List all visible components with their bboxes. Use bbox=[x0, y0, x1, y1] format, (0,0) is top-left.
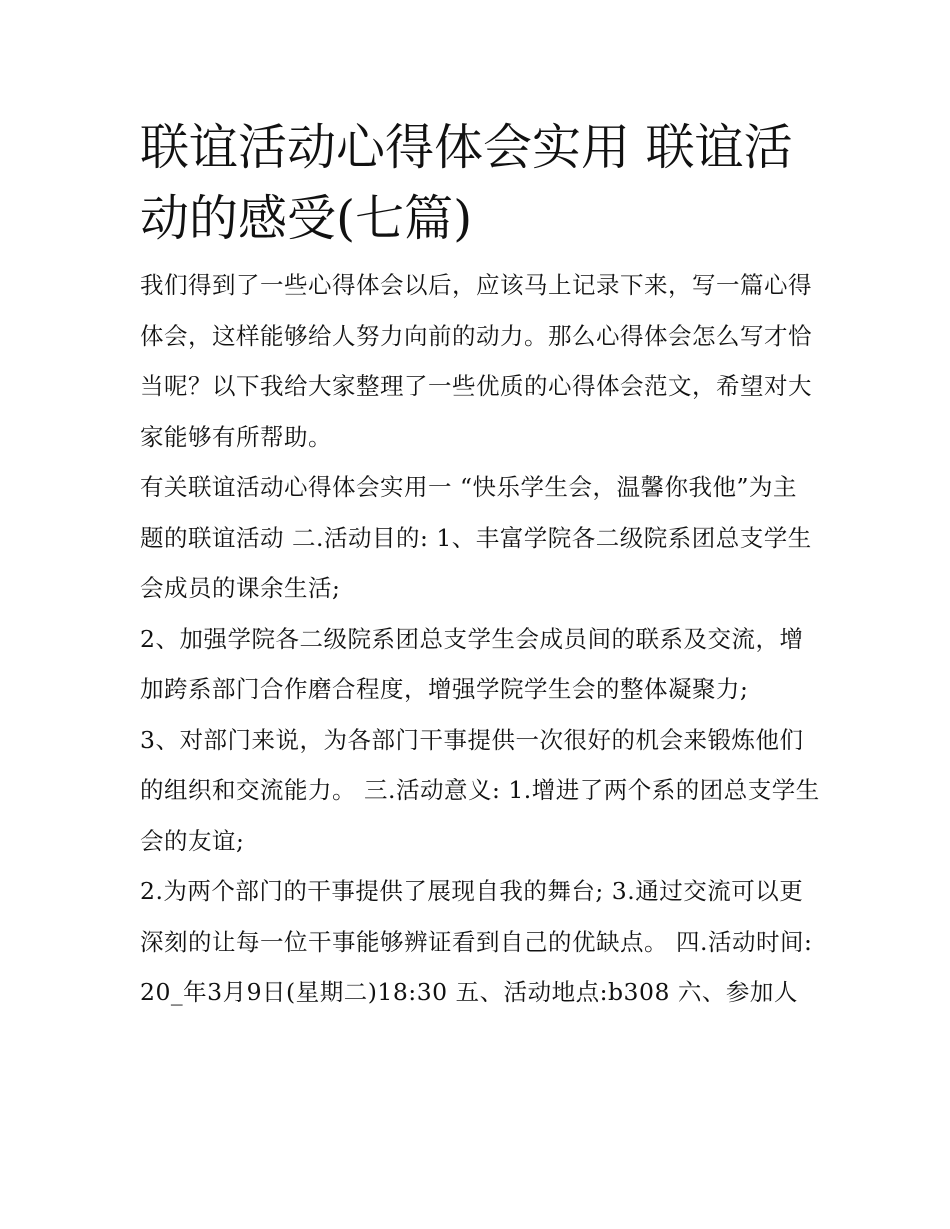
document-body bbox=[140, 112, 820, 1018]
paragraph-time-location: 20_年3月9日(星期二)18:30 五、活动地点:b308 六、参加人 bbox=[140, 978, 798, 1006]
paragraph-purpose-2: 2、加强学院各二级院系团总支学生会成员间的联系及交流，增加跨系部门合作磨合程度，增强学院学生会的整体凝聚力; bbox=[140, 624, 804, 703]
document-title: 联谊活动心得体会实用 联谊活动的感受(七篇) bbox=[140, 119, 793, 247]
paragraph-significance: 2.为两个部门的干事提供了展现自我的舞台; 3.通过交流可以更深刻的让每一位干事能够辨证看到自己的优缺点。 四.活动时间: bbox=[140, 877, 813, 956]
paragraph-purpose-3: 3、对部门来说，为各部门干事提供一次很好的机会来锻炼他们的组织和交流能力。 三.活动意义: 1.增进了两个系的团总支学生会的友谊; bbox=[140, 725, 820, 855]
paragraph-intro: 我们得到了一些心得体会以后，应该马上记录下来，写一篇心得体会，这样能够给人努力向前的动力。那么心得体会怎么写才恰当呢？以下我给大家整理了一些优质的心得体会范文，希望对大家能够有所帮助。 bbox=[140, 271, 812, 451]
paragraph-theme-purpose: 有关联谊活动心得体会实用一 “快乐学生会，温馨你我他”为主题的联谊活动 二.活动目的: 1、丰富学院各二级院系团总支学生会成员的课余生活; bbox=[140, 473, 812, 602]
